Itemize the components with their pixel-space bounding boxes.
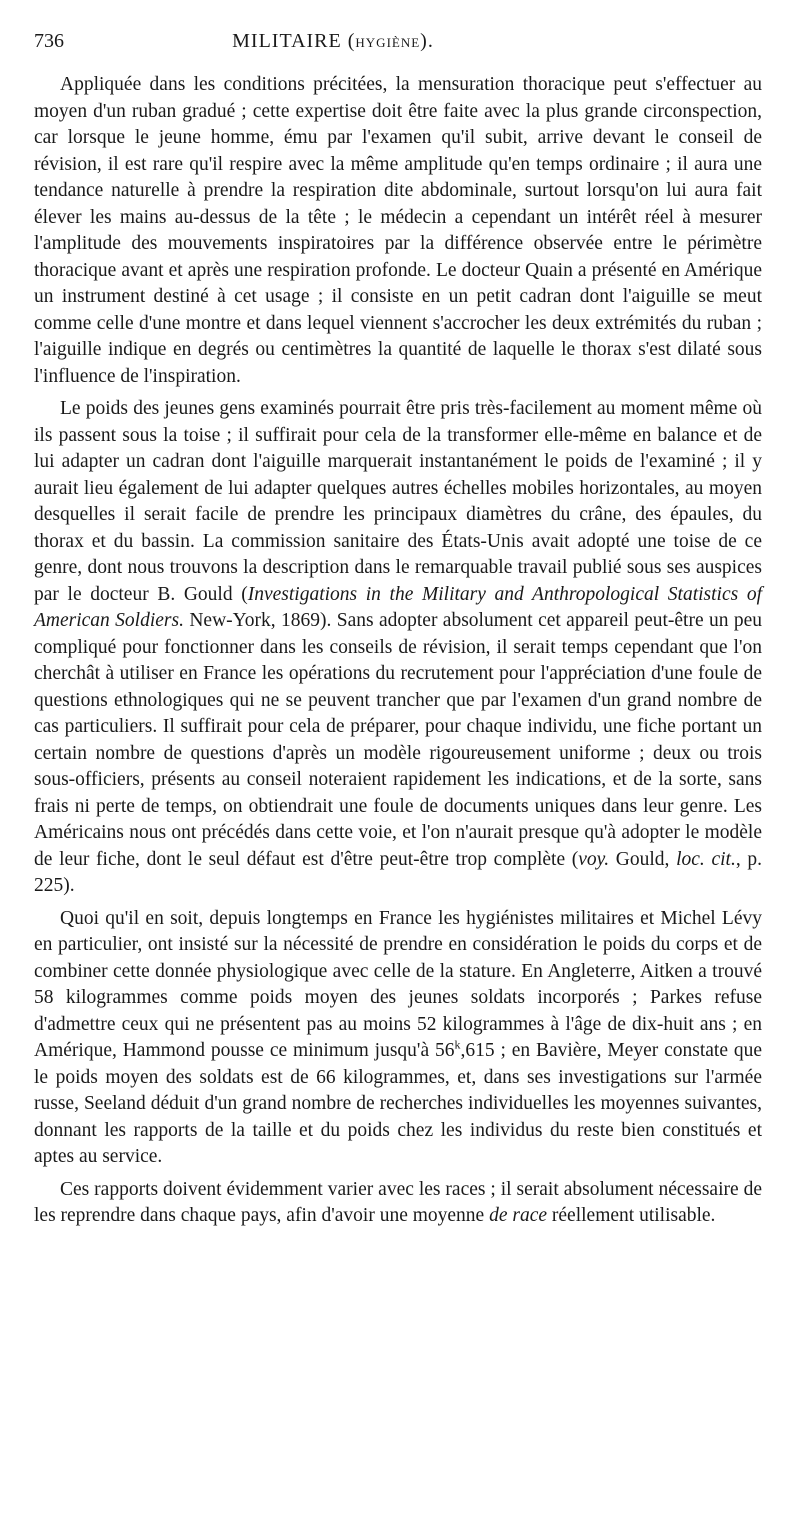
- text-run: Gould,: [609, 848, 677, 870]
- paragraph-body-weight: [34, 906, 762, 1171]
- text-run: , p. 225).: [34, 848, 762, 896]
- page-number: 736: [34, 30, 64, 52]
- paragraph-race-ratios: [34, 1177, 762, 1230]
- unit-superscript: k: [454, 1037, 461, 1052]
- text-run: Quoi qu'il en soit, depuis longtemps en France les hygiénistes militaires et Michel Lévy en particulier, ont insisté sur la nécessité de prendre en considération le poids du corps et de combiner cette donnée physiologique avec celle de la stature. En Angleterre, Aitken a trouvé 58 kilogrammes comme poids moyen des jeunes soldats incorporés ; Parkes refuse d'admettre ceux qui ne présentent pas au moins 52 kilogrammes à l'âge de dix-huit ans ; en Amérique, Hammond pousse ce minimum jusqu'à 56: [34, 907, 762, 1061]
- citation-title: Investigations in the Military and Anthropological Statistics of American Soldiers.: [34, 583, 763, 631]
- running-title-main: MILITAIRE (: [232, 30, 356, 52]
- paragraph-chest-measurement: Appliquée dans les conditions précitées, la mensuration thoracique peut s'effectuer au moyen d'un ruban gradué ; cette expertise doit être faite avec la plus grande circonspection, car lorsque le jeune homme, ému par l'examen qu'il subit, arrive devant le conseil de révision, il est rare qu'il respire avec la même amplitude qu'en temps ordinaire ; il aura une tendance naturelle à prendre la respiration dite abdominale, surtout lorsqu'on lui aura fait élever les mains au-dessus de la tête ; le médecin a cependant un intérêt réel à mesurer l'amplitude des mouvements inspiratoires par la différence observée entre le périmètre thoracique avant et après une respiration profonde. Le docteur Quain a présenté en Amérique un instrument destiné à cet usage ; il consiste en un petit cadran dont l'aiguille se meut comme celle d'une montre et dans lequel viennent s'accrocher les deux extrémités du ruban ; l'aiguille indique en degrés ou centimètres la quantité de laquelle le thorax s'est dilaté sous l'influence de l'inspiration.: [34, 74, 762, 387]
- text-run: New-York, 1869). Sans adopter absolument cet appareil peut-être un peu compliqué pour fonctionner dans les conseils de révision, il serait temps cependant que l'on cherchât à utiliser en France les opérations du recrutement pour l'appréciation d'une foule de questions ethnologiques qui ne se peuvent trancher que par l'examen d'un grand nombre de cas particuliers. Il suffirait pour cela de préparer, pour chaque individu, une fiche portant un certain nombre de questions d'après un modèle rigoureusement uniforme ; deux ou trois sous-officiers, présents au conseil noteraient rapidement les indications, et de la sorte, sans frais ni perte de temps, on obtiendrait une foule de documents uniques dans leur genre. Les Américains nous ont précédés dans cette voie, et l'on n'aurait presque qu'à adopter le modèle de leur fiche, dont le seul défaut est d'être peut-être trop complète (: [34, 610, 763, 870]
- paragraph-weight-scale: [34, 396, 762, 900]
- text-run: réellement utilisable.: [547, 1205, 716, 1226]
- body-text: [34, 72, 762, 1230]
- running-title-subject: HYGIÈNE: [355, 35, 421, 50]
- running-title-close: ).: [420, 30, 434, 52]
- text-run: Ces rapports doivent évidemment varier avec les races ; il serait absolument nécessaire de les reprendre dans chaque pays, afin d'avoir une moyenne: [34, 1178, 762, 1226]
- citation-voy: voy.: [578, 848, 610, 870]
- page-header: [34, 30, 762, 62]
- citation-loc-cit: loc. cit.: [676, 848, 736, 870]
- text-run: ,615 ; en Bavière, Meyer constate que le poids moyen des soldats est de 66 kilogrammes, et, dans ses investigations sur l'armée russe, Seeland déduit d'un grand nombre de recherches individuelles les moyennes suivantes, donnant les rapports de la taille et du poids chez les individus du reste bien constitués et aptes au service.: [34, 1040, 762, 1167]
- running-title: [94, 30, 762, 53]
- text-run: Le poids des jeunes gens examinés pourrait être pris très-facilement au moment même où ils passent sous la toise ; il suffirait pour cela de la transformer elle-même en balance et de lui adapter un cadran dont l'aiguille marquerait instantanément le poids de l'examiné ; il y aurait lieu également de lui adapter quelques autres échelles mobiles horizontales, au moyen desquelles il serait facile de prendre les principaux diamètres du crâne, des épaules, du thorax et du bassin. La commission sanitaire des États-Unis avait adopté une toise de ce genre, dont nous trouvons la description dans le remarquable travail publié sous ses auspices par le docteur B. Gould (: [34, 398, 762, 605]
- emphasis-de-race: de race: [489, 1205, 548, 1226]
